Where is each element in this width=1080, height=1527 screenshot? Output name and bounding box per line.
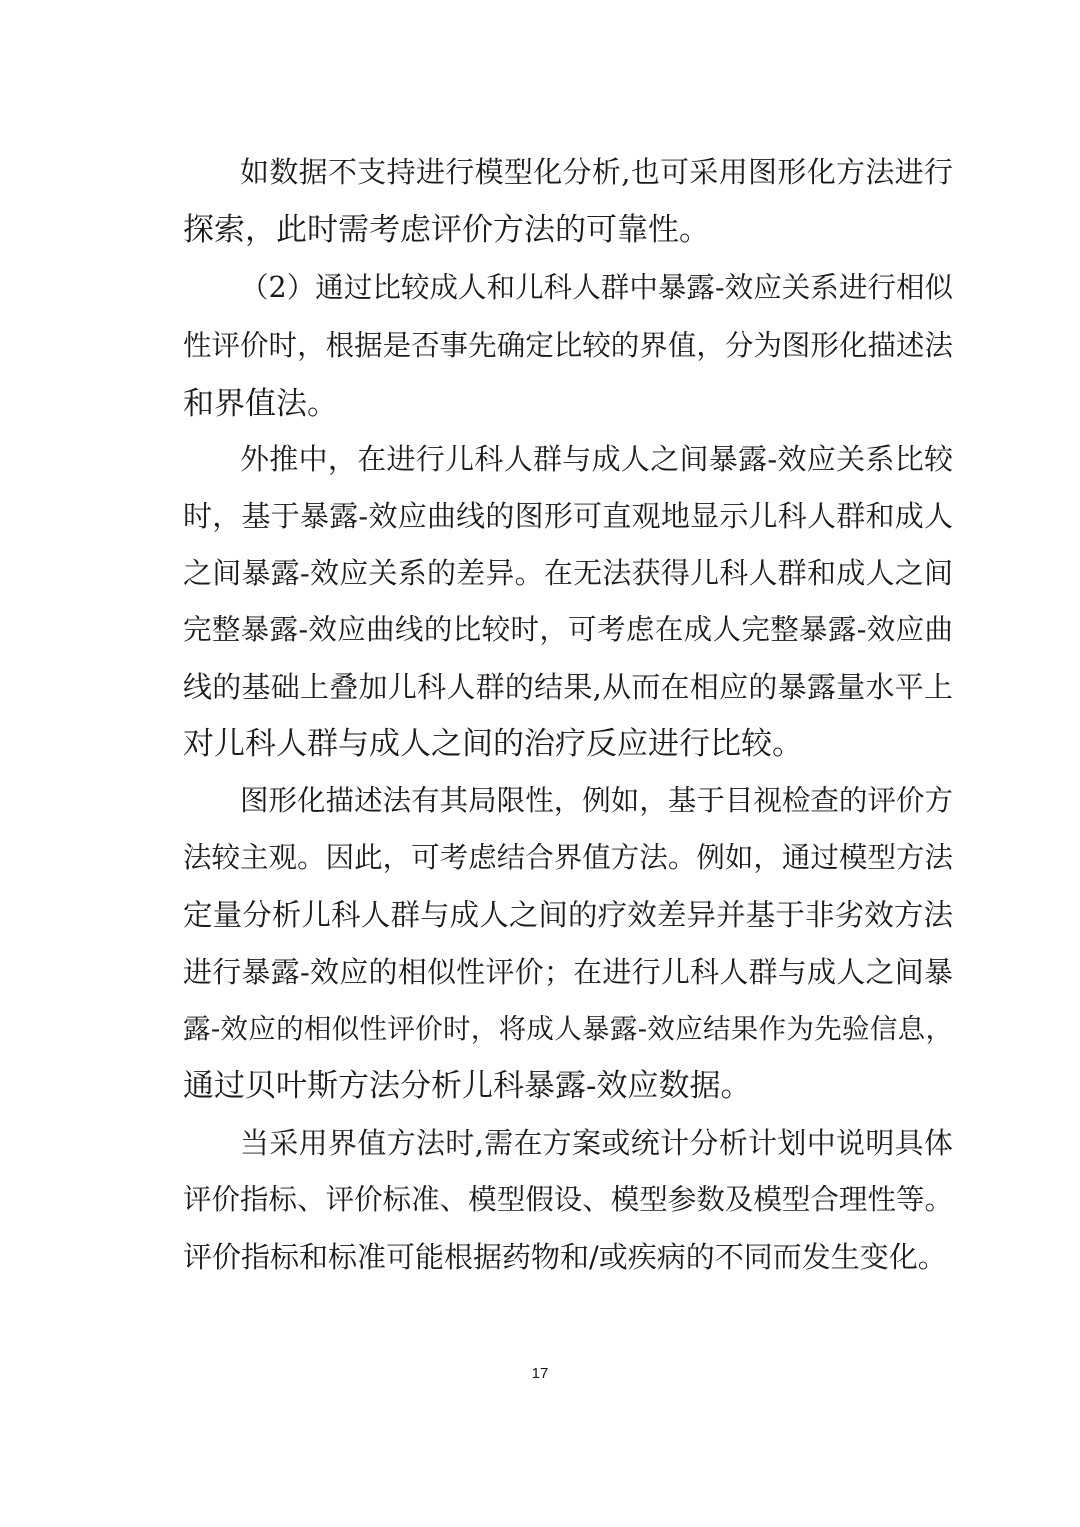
text-line: 露-效应的相似性评价时，将成人暴露-效应结果作为先验信息，: [183, 1013, 953, 1045]
text-line: （2）通过比较成人和儿科人群中暴露-效应关系进行相似: [240, 271, 953, 304]
text-line: 完整暴露-效应曲线的比较时，可考虑在成人完整暴露-效应曲: [183, 613, 953, 646]
text-line: 和界值法。: [183, 386, 338, 422]
text-line: 评价指标和标准可能根据药物和/或疾病的不同而发生变化。: [183, 1240, 947, 1274]
text-line: 如数据不支持进行模型化分析,也可采用图形化方法进行: [240, 155, 953, 189]
text-line: 对儿科人群与成人之间的治疗反应进行比较。: [183, 726, 803, 762]
text-line: 法较主观。因此，可考虑结合界值方法。例如，通过模型方法: [183, 841, 953, 874]
text-line: 进行暴露-效应的相似性评价；在进行儿科人群与成人之间暴: [183, 955, 953, 989]
text-line: 时，基于暴露-效应曲线的图形可直观地显示儿科人群和成人: [183, 499, 953, 533]
text-line: 图形化描述法有其局限性，例如，基于目视检查的评价方: [240, 784, 953, 817]
page-number: 17: [531, 1365, 549, 1382]
text-line: 定量分析儿科人群与成人之间的疗效差异并基于非劣效方法: [183, 898, 953, 932]
text-line: 性评价时，根据是否事先确定比较的界值，分为图形化描述法: [183, 329, 953, 362]
text-line: 评价指标、评价标准、模型假设、模型参数及模型合理性等。: [183, 1183, 953, 1216]
text-line: 线的基础上叠加儿科人群的结果,从而在相应的暴露量水平上: [183, 670, 953, 704]
text-line: 探索，此时需考虑评价方法的可靠性。: [183, 212, 710, 248]
text-line: 通过贝叶斯方法分析儿科暴露-效应数据。: [183, 1068, 752, 1104]
text-line: 当采用界值方法时,需在方案或统计分析计划中说明具体: [240, 1126, 953, 1160]
text-line: 之间暴露-效应关系的差异。在无法获得儿科人群和成人之间: [183, 556, 953, 590]
text-line: 外推中，在进行儿科人群与成人之间暴露-效应关系比较: [240, 442, 953, 476]
